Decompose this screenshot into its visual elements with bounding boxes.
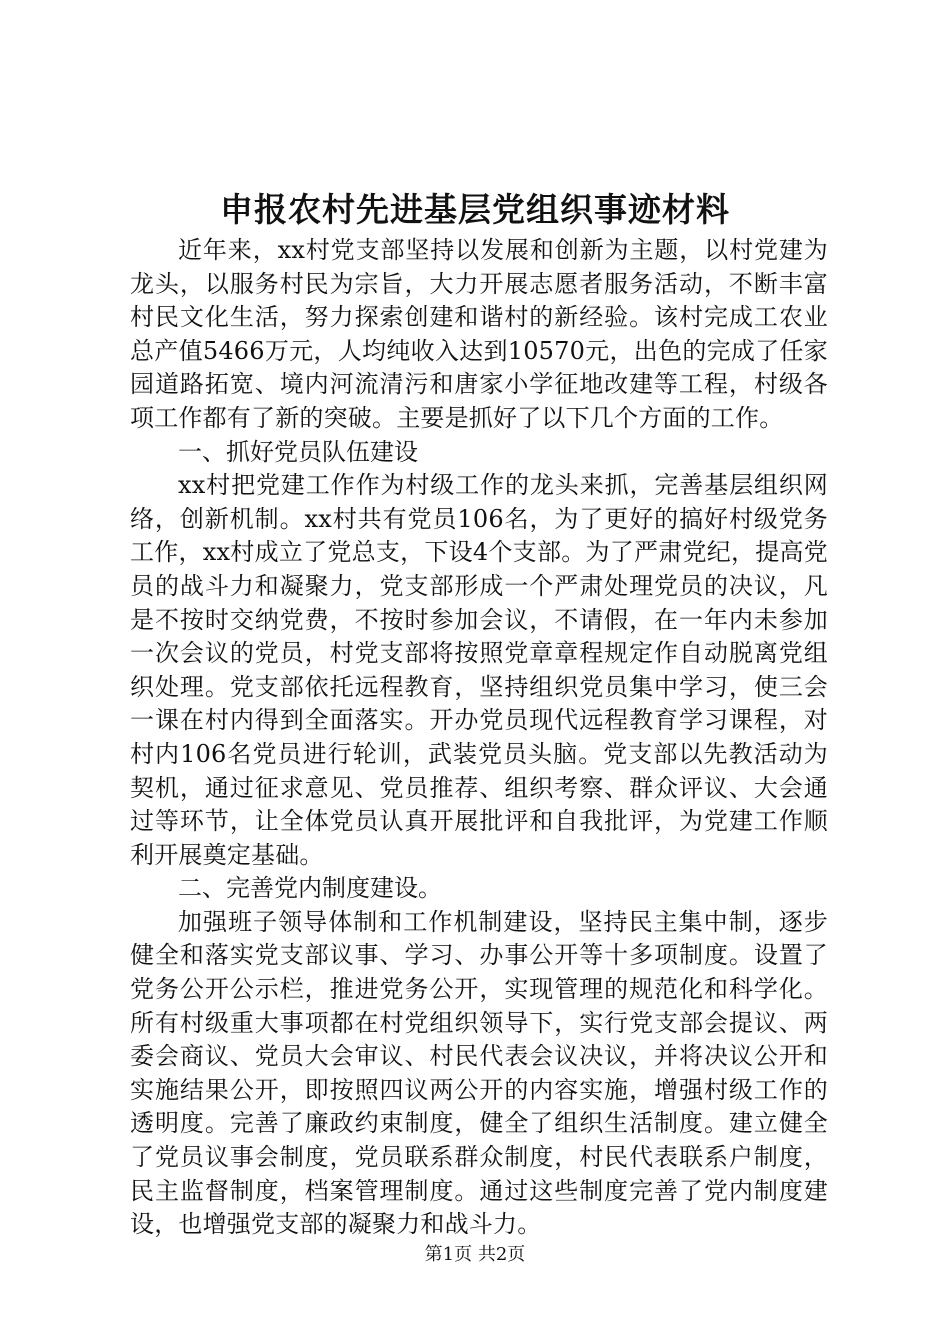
document-body xyxy=(130,234,828,1242)
intro-paragraph: 近年来，xx村党支部坚持以发展和创新为主题，以村党建为龙头，以服务村民为宗旨，大力开展志愿者服务活动，不断丰富村民文化生活，努力探索创建和谐村的新经验。该村完成工农业总产值5466万元，人均纯收入达到10570元，出色的完成了任家园道路拓宽、境内河流清污和唐家小学征地改建等工程，村级各项工作都有了新的突破。主要是抓好了以下几个方面的工作。 xyxy=(130,236,828,432)
section-heading-2: 二、完善党内制度建设。 xyxy=(178,874,442,903)
section-heading-1: 一、抓好党员队伍建设 xyxy=(178,437,418,466)
document-title: 申报农村先进基层党组织事迹材料 xyxy=(220,190,730,229)
page-footer: 第1页 共2页 xyxy=(424,1244,526,1265)
section-2-paragraph: 加强班子领导体制和工作机制建设，坚持民主集中制，逐步健全和落实党支部议事、学习、办事公开等十多项制度。设置了党务公开公示栏，推进党务公开，实现管理的规范化和科学化。所有村级重大事项都在村党组织领导下，实行党支部会提议、两委会商议、党员大会审议、村民代表会议决议，并将决议公开和实施结果公开，即按照四议两公开的内容实施，增强村级工作的透明度。完善了廉政约束制度，健全了组织生活制度。建立健全了党员议事会制度，党员联系群众制度，村民代表联系户制度，民主监督制度，档案管理制度。通过这些制度完善了党内制度建设，也增强党支部的凝聚力和战斗力。 xyxy=(130,907,828,1239)
section-1-paragraph: xx村把党建工作作为村级工作的龙头来抓，完善基层组织网络，创新机制。xx村共有党员106名，为了更好的搞好村级党务工作，xx村成立了党总支，下设4个支部。为了严肃党纪，提高党员的战斗力和凝聚力，党支部形成一个严肃处理党员的决议，凡是不按时交纳党费，不按时参加会议，不请假，在一年内未参加一次会议的党员，村党支部将按照党章章程规定作自动脱离党组织处理。党支部依托远程教育，坚持组织党员集中学习，使三会一课在村内得到全面落实。开办党员现代远程教育学习课程，对村内106名党员进行轮训，武装党员头脑。党支部以先教活动为契机，通过征求意见、党员推荐、组织考察、群众评议、大会通过等环节，让全体党员认真开展批评和自我批评，为党建工作顺利开展奠定基础。 xyxy=(130,471,828,869)
